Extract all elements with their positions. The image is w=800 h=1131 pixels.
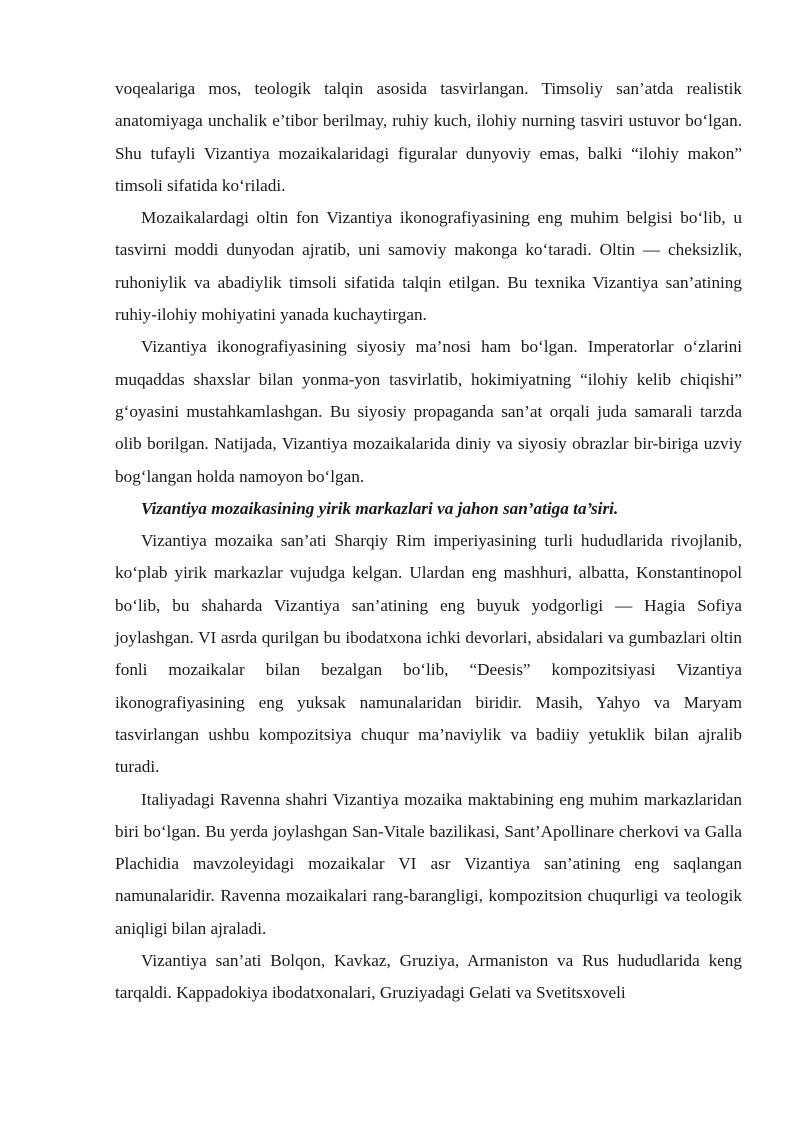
paragraph-continuation: voqealariga mos, teologik talqin asosida tasvirlangan. Timsoliy san’atda realistik anatomiyaga unchalik e’tibor berilmay, ruhiy kuch, ilohiy nurning tasviri ustuvor bo‘lgan. Shu tufayli Vizantiya mozaikalaridagi figuralar dunyoviy emas, balki “ilohiy makon” timsoli sifatida ko‘riladi. <box>115 79 742 195</box>
paragraph-ravenna: Italiyadagi Ravenna shahri Vizantiya mozaika maktabining eng muhim markazlaridan biri bo‘lgan. Bu yerda joylashgan San-Vitale bazilikasi, Sant’Apollinare cherkovi va Galla Plachidia mavzoleyidagi mozaikalar VI asr Vizantiya san’atining eng saqlangan namunalaridir. Ravenna mozaikalari rang-barangligi, kompozitsion chuqurligi va teologik aniqligi bilan ajraladi. <box>115 789 742 938</box>
paragraph-constantinople: Vizantiya mozaika san’ati Sharqiy Rim imperiyasining turli hududlarida rivojlanib, ko‘plab yirik markazlar vujudga kelgan. Ulardan eng mashhuri, albatta, Konstantinopol bo‘lib, bu shaharda Vizantiya san’atining eng buyuk yodgorligi — Hagia Sofiya joylashgan. VI asrda qurilgan bu ibodatxona ichki devorlari, absidalari va gumbazlari oltin fonli mozaikalar bilan bezalgan bo‘lib, “Deesis” kompozitsiyasi Vizantiya ikonografiyasining eng yuksak namunalaridan biridir. Masih, Yahyo va Maryam tasvirlangan ushbu kompozitsiya chuqur ma’naviylik va badiiy yetuklik bilan ajralib turadi. <box>115 531 742 777</box>
section-heading: Vizantiya mozaikasining yirik markazlari va jahon san’atiga ta’siri. <box>141 498 619 518</box>
paragraph-golden-background: Mozaikalardagi oltin fon Vizantiya ikonografiyasining eng muhim belgisi bo‘lib, u tasvirni moddi dunyodan ajratib, uni samoviy makonga ko‘taradi. Oltin — cheksizlik, ruhoniylik va abadiylik timsoli sifatida talqin etilgan. Bu texnika Vizantiya san’atining ruhiy-ilohiy mohiyatini yanada kuchaytirgan. <box>115 208 742 325</box>
paragraph-spread: Vizantiya san’ati Bolqon, Kavkaz, Gruziya, Armaniston va Rus hududlarida keng tarqaldi. Kappadokiya ibodatxonalari, Gruziyadagi Gelati va Svetitsxoveli <box>115 951 742 1003</box>
paragraph-political-meaning: Vizantiya ikonografiyasining siyosiy ma’nosi ham bo‘lgan. Imperatorlar o‘zlarini muqaddas shaxslar bilan yonma-yon tasvirlatib, hokimiyatning “ilohiy kelib chiqishi” g‘oyasini mustahkamlashgan. Bu siyosiy propaganda san’at orqali juda samarali tarzda olib borilgan. Natijada, Vizantiya mozaikalarida diniy va siyosiy obrazlar bir-biriga uzviy bog‘langan holda namoyon bo‘lgan. <box>115 337 742 486</box>
document-page <box>115 73 742 1010</box>
